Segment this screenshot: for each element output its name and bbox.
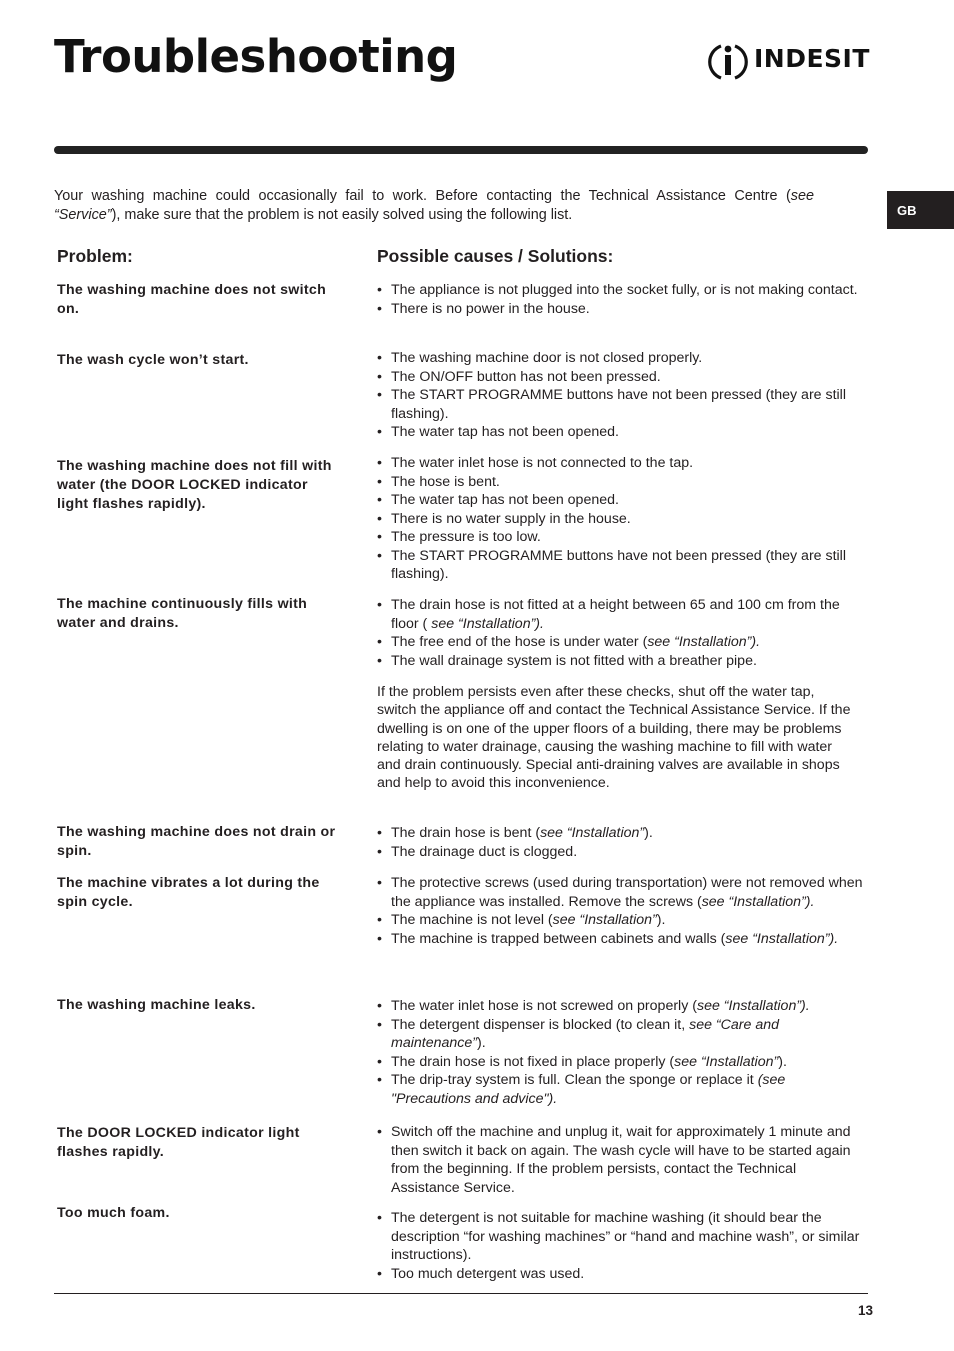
solution-item: • The machine is not level (see “Installation”). (377, 911, 867, 930)
solution-item: • The washing machine door is not closed properly. (377, 349, 867, 368)
solution-list (377, 281, 867, 318)
solution-item: • The pressure is too low. (377, 528, 867, 547)
solution-item: • The drainage duct is clogged. (377, 843, 867, 862)
problem-label: The machine vibrates a lot during the spin cycle. (57, 875, 320, 910)
solution-list (377, 349, 867, 442)
solution-item: • The START PROGRAMME buttons have not been pressed (they are still flashing). (377, 386, 867, 423)
problem-column-header: Problem: (57, 246, 133, 266)
solution-item: • The water inlet hose is not screwed on properly (see “Installation”). (377, 997, 867, 1016)
footer-divider (54, 1293, 868, 1294)
solution-item: • The wall drainage system is not fitted with a breather pipe. (377, 652, 867, 671)
solution-item: • The water tap has not been opened. (377, 491, 867, 510)
problem-label: Too much foam. (57, 1205, 170, 1221)
solution-item: • The protective screws (used during transportation) were not removed when the appliance was installed. Remove the screws (see “Installation”). (377, 874, 867, 911)
solution-list (377, 824, 867, 861)
solutions-column-header: Possible causes / Solutions: (377, 246, 614, 266)
solution-item: • The water tap has not been opened. (377, 423, 867, 442)
solution-list (377, 454, 867, 584)
problem-label: The washing machine does not drain or spin. (57, 824, 336, 859)
solution-item: • The free end of the hose is under water (see “Installation”). (377, 633, 867, 652)
solution-list (377, 1209, 867, 1283)
solution-item: • The drain hose is not fixed in place properly (see “Installation”). (377, 1053, 867, 1072)
intro-paragraph (54, 187, 814, 225)
solution-list (377, 1123, 867, 1197)
solution-item: • Switch off the machine and unplug it, wait for approximately 1 minute and then switch it back on again. The wash cycle will have to be started again from the beginning. If the problem persists, contact the Technical Assistance Service. (377, 1123, 867, 1197)
intro-text-1: Your washing machine could occasionally fail to work. Before contacting the Technical Assistance Centre ( (54, 188, 791, 204)
solution-item: • The water inlet hose is not connected to the tap. (377, 454, 867, 473)
brand-name: INDESIT (754, 44, 870, 73)
page-title: Troubleshooting (54, 30, 458, 83)
problem-label: The DOOR LOCKED indicator light flashes rapidly. (57, 1125, 300, 1160)
intro-service-ref: see “Service” (54, 188, 814, 223)
solution-list (377, 596, 867, 670)
solution-item: • The ON/OFF button has not been pressed. (377, 368, 867, 387)
problem-label: The washing machine leaks. (57, 997, 256, 1013)
problem-label: The machine continuously fills with water and drains. (57, 596, 308, 631)
solution-item: • The START PROGRAMME buttons have not been pressed (they are still flashing). (377, 547, 867, 584)
language-tab: GB (887, 191, 954, 229)
indesit-logo-icon (706, 40, 750, 84)
problem-label: The wash cycle won’t start. (57, 352, 249, 368)
solution-item: • The drain hose is bent (see “Installation”). (377, 824, 867, 843)
solution-list (377, 997, 867, 1108)
solution-list (377, 874, 867, 948)
solution-item: • The machine is trapped between cabinets and walls (see “Installation”). (377, 930, 867, 949)
solution-item: • There is no water supply in the house. (377, 510, 867, 529)
page-number: 13 (858, 1303, 874, 1318)
solution-item: • The detergent is not suitable for machine washing (it should bear the description “for washing machines” or “hand and machine wash”, or similar instructions). (377, 1209, 867, 1265)
solution-item: • The detergent dispenser is blocked (to clean it, see “Care and maintenance”). (377, 1016, 867, 1053)
solution-item: • The appliance is not plugged into the socket fully, or is not making contact. (377, 281, 867, 300)
header-divider (54, 146, 868, 154)
solution-item: • The drip-tray system is full. Clean the sponge or replace it (see "Precautions and advice"). (377, 1071, 867, 1108)
solution-item: • Too much detergent was used. (377, 1265, 867, 1284)
problem-label: The washing machine does not fill with water (the DOOR LOCKED indicator light flashes rapidly). (57, 458, 332, 512)
intro-text-3: ), make sure that the problem is not easily solved using the following list. (111, 207, 573, 223)
problem-label: The washing machine does not switch on. (57, 282, 327, 317)
solution-item: • The hose is bent. (377, 473, 867, 492)
solution-item: • The drain hose is not fitted at a height between 65 and 100 cm from the floor ( see “Installation”). (377, 596, 867, 633)
solution-note: If the problem persists even after these checks, shut off the water tap, switch the appliance off and contact the Technical Assistance Service. If the dwelling is on one of the upper floors of a building, there may be problems relating to water drainage, causing the washing machine to fill with water and drain continuously. Special anti-draining valves are available in shops and help to avoid this inconvenience. (377, 684, 851, 792)
indesit-logo (706, 40, 871, 84)
solution-item: • There is no power in the house. (377, 300, 867, 319)
